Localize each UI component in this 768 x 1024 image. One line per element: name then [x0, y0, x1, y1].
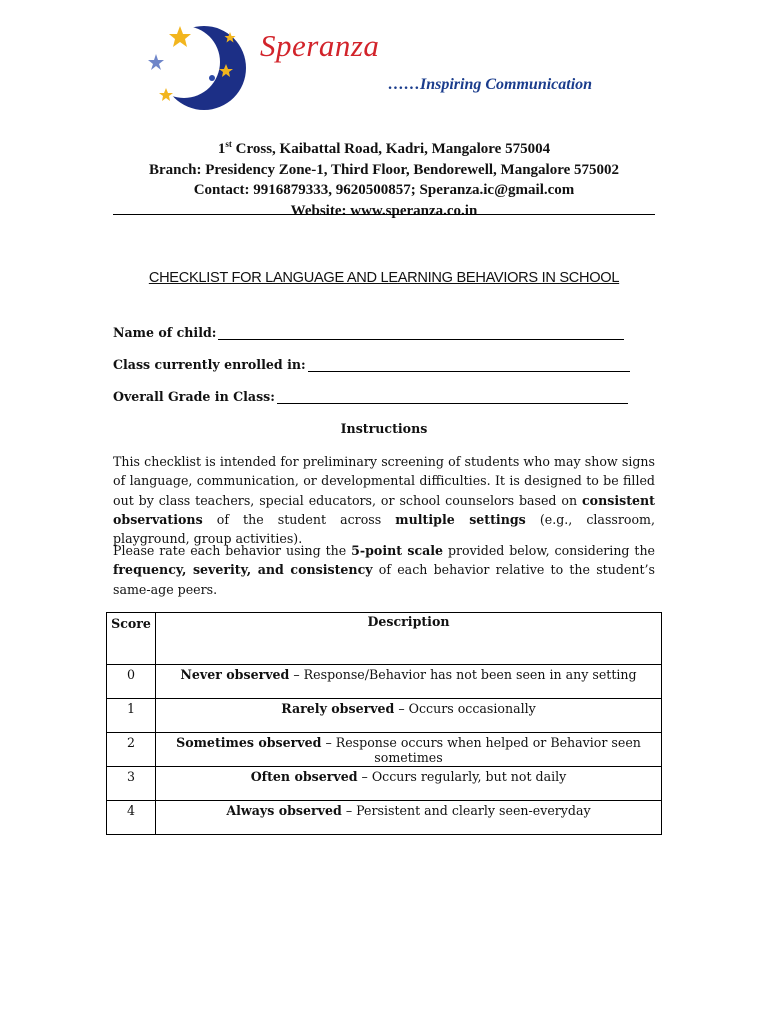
description-header: Description	[156, 613, 662, 665]
brand-name: Speranza	[260, 28, 380, 63]
instructions-heading: Instructions	[340, 421, 428, 436]
description-cell: Never observed – Response/Behavior has not been seen in any setting	[156, 665, 662, 699]
name-line[interactable]	[218, 327, 624, 340]
description-cell: Rarely observed – Occurs occasionally	[156, 699, 662, 733]
class-label: Class currently enrolled in:	[113, 357, 306, 372]
description-cell: Always observed – Persistent and clearly seen-everyday	[156, 801, 662, 835]
address-line-1: 1st Cross, Kaibattal Road, Kadri, Mangalore 575004	[217, 139, 551, 157]
brand-tagline: ……Inspiring Communication	[388, 76, 593, 93]
table-row	[107, 665, 662, 699]
table-row	[107, 733, 662, 767]
address-block	[100, 134, 668, 221]
description-cell: Sometimes observed – Response occurs when helped or Behavior seen sometimes	[156, 733, 662, 767]
header-divider	[113, 214, 655, 215]
score-cell: 3	[107, 767, 156, 801]
speranza-logo	[140, 22, 252, 114]
instructions-paragraph-2: Please rate each behavior using the 5-point scale provided below, considering the frequency, severity, and consistency of each behavior relative to the student’s same-age peers.	[113, 543, 656, 597]
name-field-row	[113, 325, 624, 340]
table-row	[107, 801, 662, 835]
grade-field-row	[113, 389, 628, 404]
class-field-row	[113, 357, 630, 372]
score-cell: 0	[107, 665, 156, 699]
rating-scale-table	[106, 612, 662, 835]
address-line-4: Website: www.speranza.co.in	[290, 202, 478, 219]
score-cell: 4	[107, 801, 156, 835]
table-header-row	[107, 613, 662, 665]
instructions-paragraph-1: This checklist is intended for preliminary screening of students who may show signs of language, communication, or developmental difficulties. It is designed to be filled out by class teachers, special educators, or school counselors based on consistent observations of the student across multiple settings (e.g., classroom, playground, group activities).	[113, 454, 655, 547]
table-row	[107, 699, 662, 733]
score-header: Score	[107, 613, 156, 665]
grade-label: Overall Grade in Class:	[113, 389, 275, 404]
table-row	[107, 767, 662, 801]
score-cell: 2	[107, 733, 156, 767]
address-line-3: Contact: 9916879333, 9620500857; Speranza.ic@gmail.com	[193, 182, 575, 198]
address-line-2: Branch: Presidency Zone-1, Third Floor, Bendorewell, Mangalore 575002	[149, 161, 619, 178]
description-cell: Often observed – Occurs regularly, but not daily	[156, 767, 662, 801]
grade-line[interactable]	[277, 391, 628, 404]
score-cell: 1	[107, 699, 156, 733]
name-label: Name of child:	[113, 325, 217, 340]
class-line[interactable]	[308, 359, 630, 372]
document-title: CHECKLIST FOR LANGUAGE AND LEARNING BEHAVIORS IN SCHOOL	[148, 270, 620, 286]
